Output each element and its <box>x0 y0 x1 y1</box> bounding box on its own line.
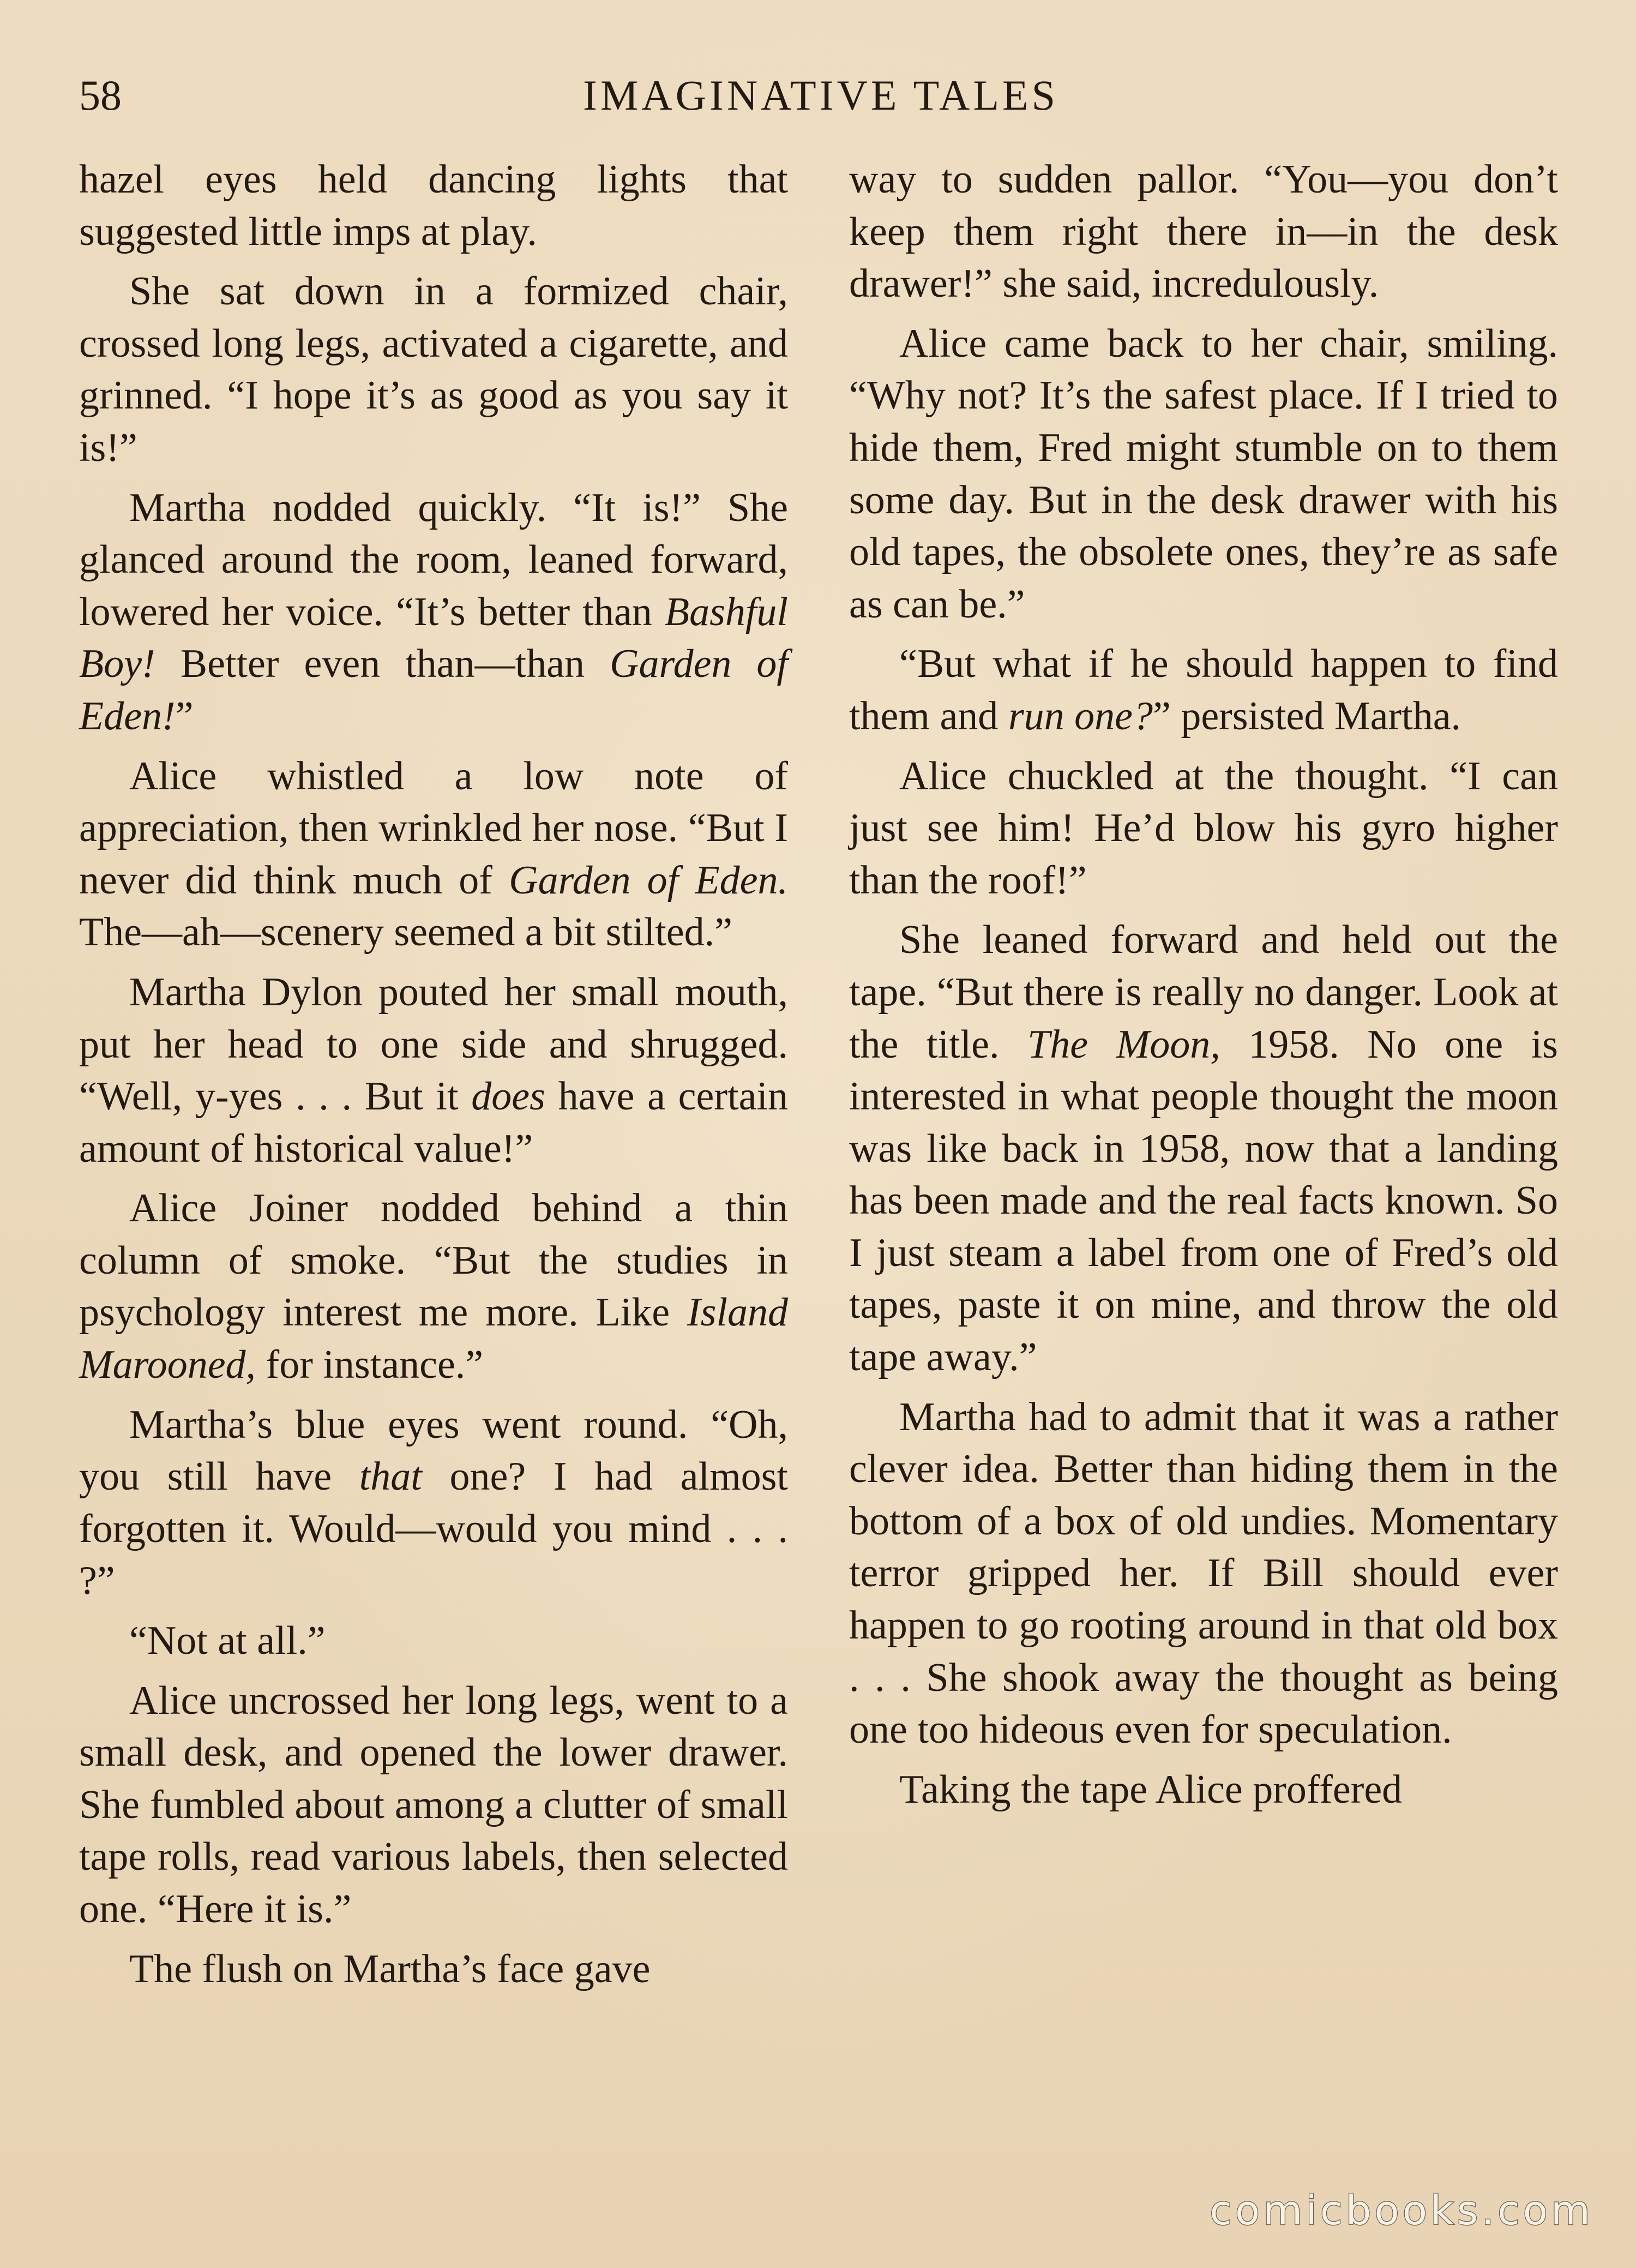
paragraph <box>79 154 788 258</box>
paragraph <box>849 1391 1558 1756</box>
text-run: Martha Dylon pouted her small mouth, put her head to one side and shrugged. “Well, y-yes . . . But it <box>79 969 788 1119</box>
page-number: 58 <box>79 71 122 119</box>
text-run: ” <box>175 693 194 739</box>
page-header <box>79 65 1562 125</box>
text-run: She leaned forward and held out the tape. “But there is really no danger. Look at the title. <box>849 917 1558 1067</box>
paragraph <box>79 1399 788 1607</box>
italic-text: Garden of Eden! <box>79 641 788 739</box>
paragraph <box>79 1675 788 1936</box>
running-title: IMAGINATIVE TALES <box>582 71 1059 119</box>
text-run: Martha’s blue eyes went round. “Oh, you still have <box>79 1402 788 1499</box>
italic-text: Island Marooned, <box>79 1290 788 1388</box>
text-run: way to sudden pallor. “You—you don’t keep them right there in—in the desk drawer!” she said, incredulously. <box>849 157 1558 307</box>
text-run: for instance.” <box>256 1342 484 1388</box>
text-run: Taking the tape Alice proffered <box>899 1767 1403 1812</box>
text-run: Martha nodded quickly. “It is!” She glanced around the room, leaned forward, lowered her voice. “It’s better than <box>79 485 788 634</box>
text-run: 1958. No one is interested in what people thought the moon was like back in 1958, now that a landing has been made and the real facts known. So I just steam a label from one of Fred’s old tapes, paste it on mine, and throw the old tape away.” <box>849 1022 1558 1380</box>
text-run: ” persisted Martha. <box>1152 693 1461 739</box>
paragraph <box>79 967 788 1175</box>
italic-text: that <box>359 1454 422 1499</box>
text-run: Alice chuckled at the thought. “I can just see him! He’d blow his gyro higher than the roof!” <box>849 753 1558 903</box>
paragraph <box>849 154 1558 310</box>
text-run: hazel eyes held dancing lights that suggested little imps at play. <box>79 157 788 254</box>
italic-text: run one? <box>1008 693 1153 739</box>
text-run: Alice uncrossed her long legs, went to a small desk, and opened the lower drawer. She fumbled about among a clutter of small tape rolls, read various labels, then selected one. “Here it is.” <box>79 1678 788 1931</box>
paragraph <box>79 482 788 743</box>
text-run: have a certain amount of historical value!” <box>79 1074 788 1171</box>
italic-text: Bashful Boy! <box>79 589 788 687</box>
paragraph <box>79 266 788 474</box>
italic-text: Garden of Eden. <box>509 857 788 903</box>
text-run: Better even than—than <box>155 641 610 687</box>
text-run: Alice whistled a low note of appreciation, then wrinkled her nose. “But I never did think much of <box>79 753 788 903</box>
paragraph <box>79 751 788 959</box>
text-run: Alice Joiner nodded behind a thin column of smoke. “But the studies in psychology interest me more. Like <box>79 1186 788 1335</box>
paragraph <box>79 1615 788 1667</box>
paragraph <box>849 1764 1558 1816</box>
paragraph <box>79 1943 788 1996</box>
paragraph <box>849 914 1558 1383</box>
text-run: Martha had to admit that it was a rather clever idea. Better than hiding them in the bottom of a box of old undies. Momentary terror gripped her. If Bill should ever happen to go rooting around in that old box . . . She shook away the thought as being one too hideous even for speculation. <box>849 1394 1558 1753</box>
watermark: comicbooks.com <box>1210 2187 1593 2234</box>
text-run: “But what if he should happen to find them and <box>849 641 1558 739</box>
text-column-right <box>849 154 1558 1816</box>
paragraph <box>849 318 1558 631</box>
text-column-left <box>79 154 788 1995</box>
text-run: The flush on Martha’s face gave <box>129 1946 651 1991</box>
text-run: The—ah—scenery seemed a bit stilted.” <box>79 910 732 955</box>
paragraph <box>849 638 1558 742</box>
paragraph <box>849 751 1558 907</box>
italic-text: does <box>471 1074 545 1119</box>
text-run: Alice came back to her chair, smiling. “Why not? It’s the safest place. If I tried to hide them, Fred might stumble on to them some day. But in the desk drawer with his old tapes, the obsolete ones, they’re as safe as can be.” <box>849 321 1558 627</box>
text-run: one? I had almost forgotten it. Would—would you mind . . . ?” <box>79 1454 788 1604</box>
italic-text: The Moon, <box>1027 1022 1220 1067</box>
paragraph <box>79 1183 788 1391</box>
text-run: She sat down in a formized chair, crossed long legs, activated a cigarette, and grinned. “I hope it’s as good as you say it is!” <box>79 269 788 470</box>
text-run: “Not at all.” <box>129 1618 326 1664</box>
